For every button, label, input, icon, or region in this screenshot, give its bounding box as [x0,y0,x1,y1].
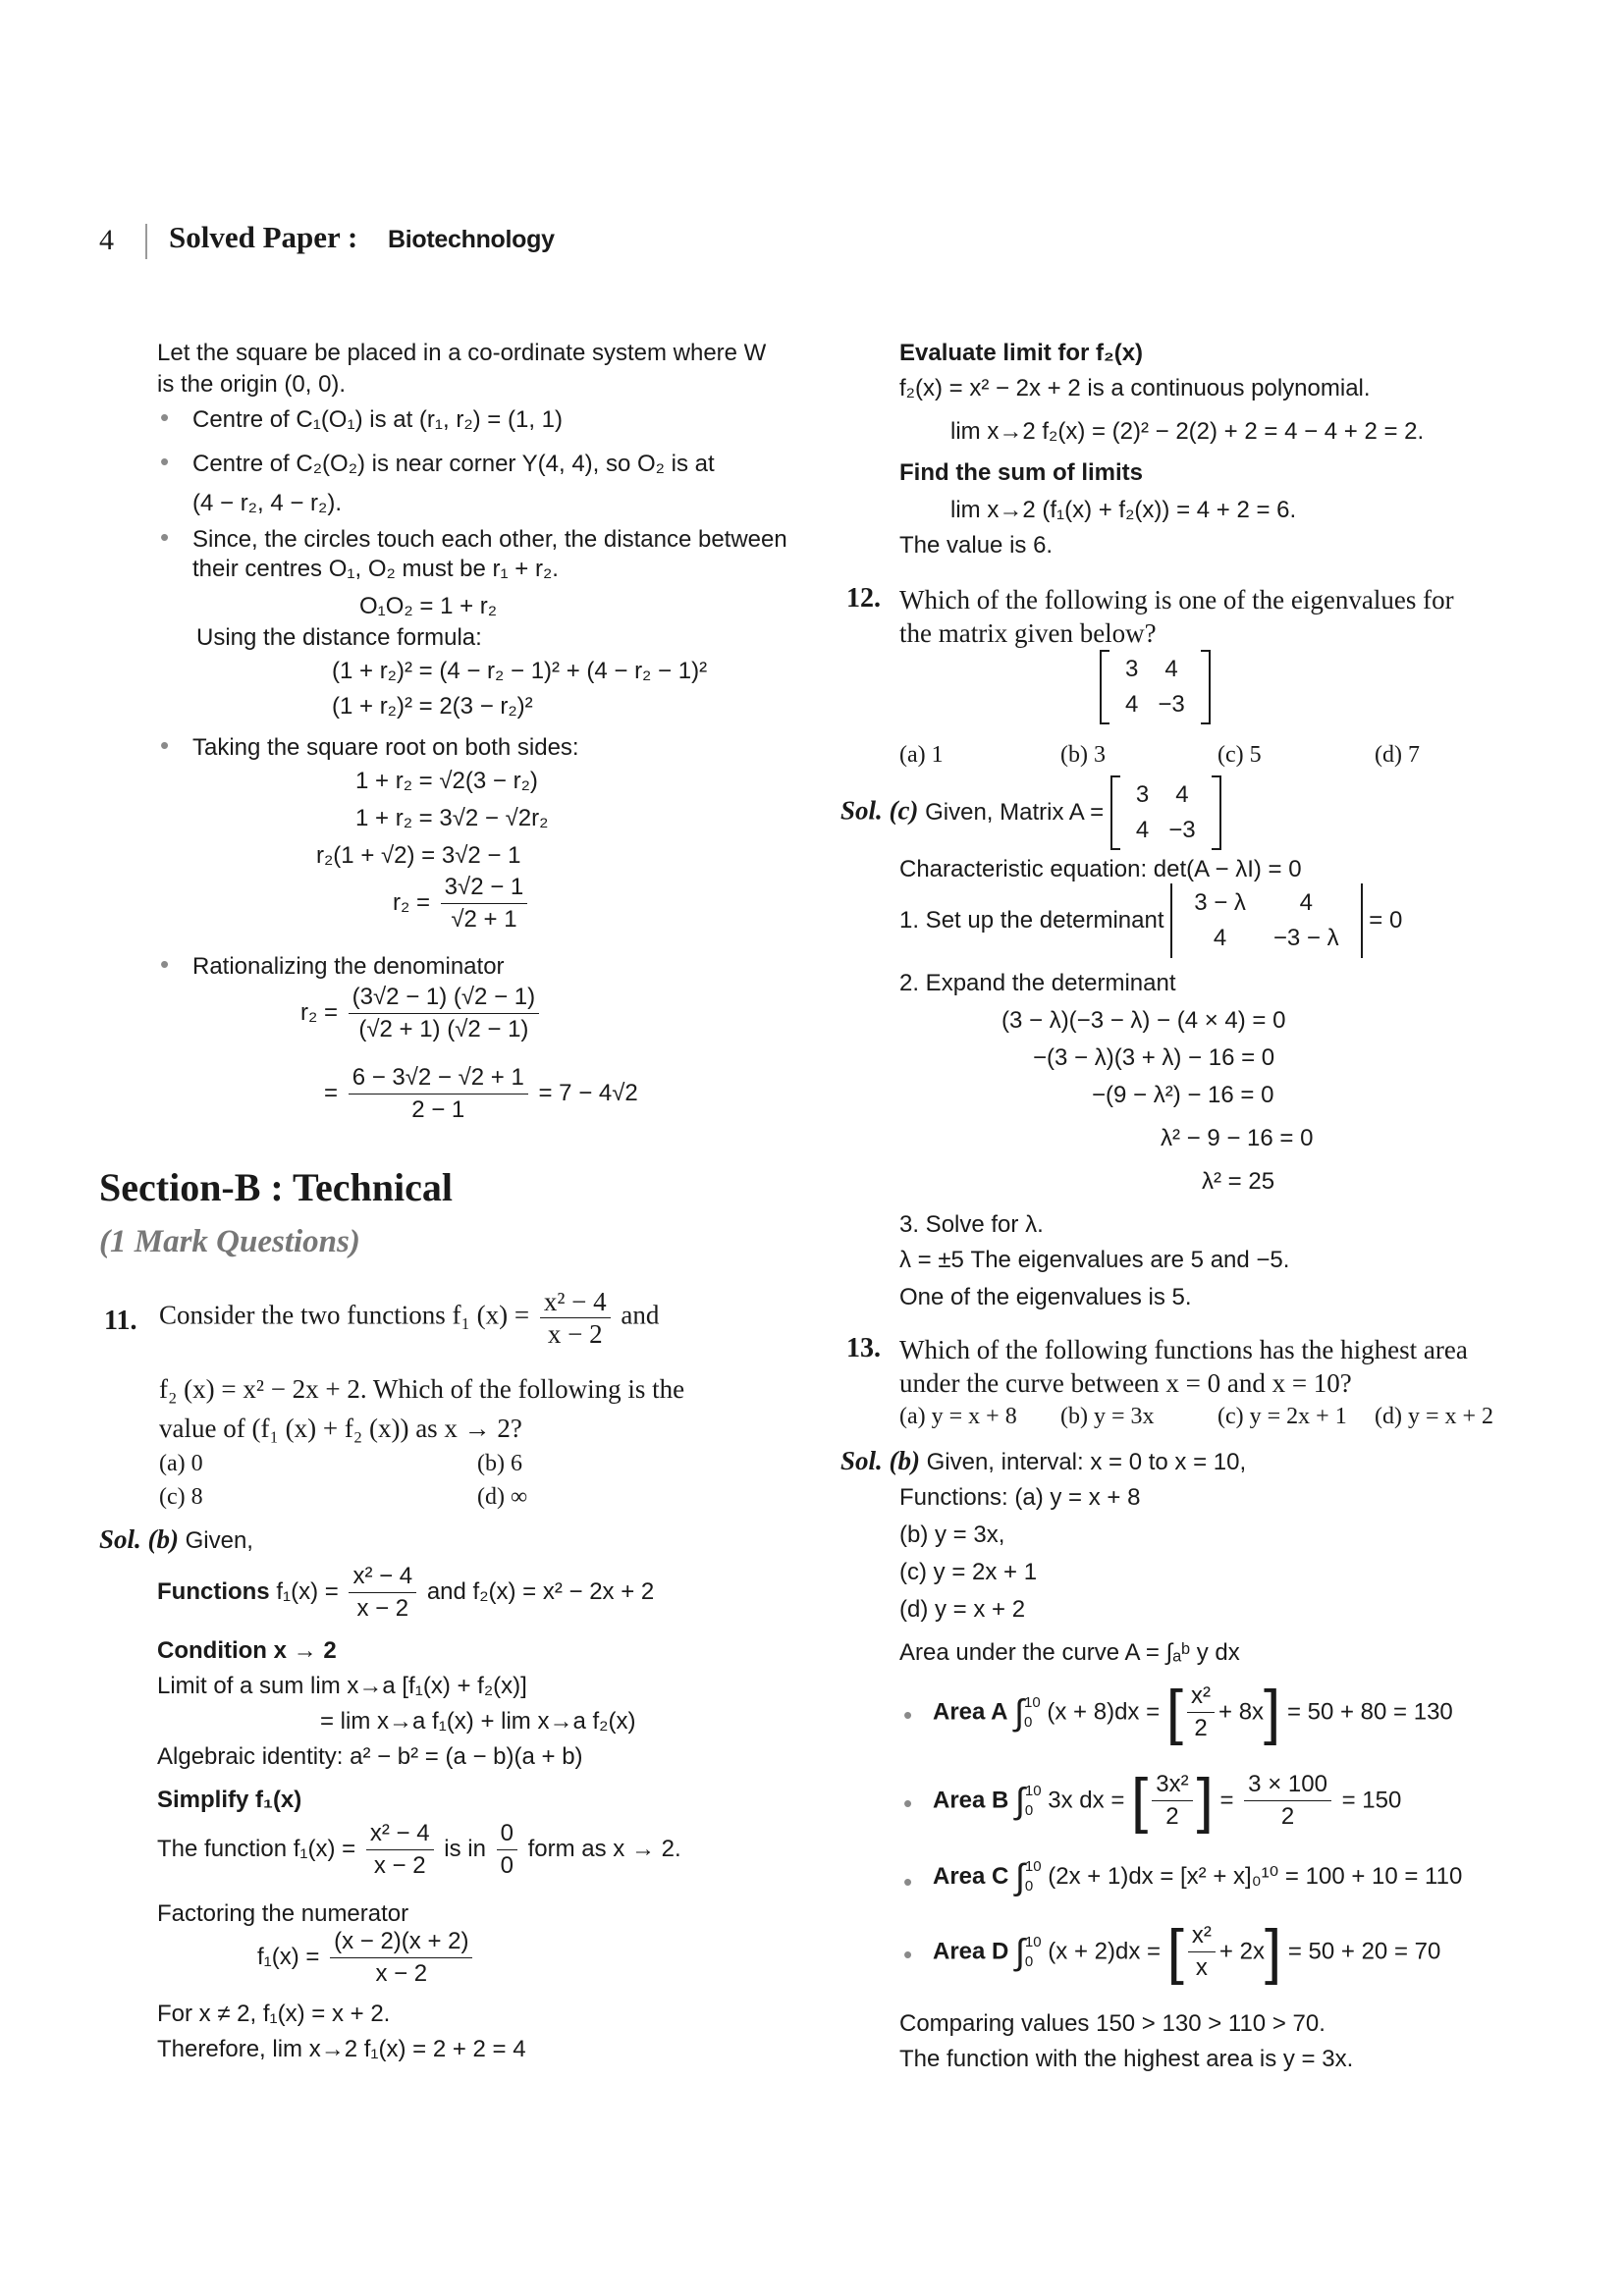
evaluate-line-1: f₂(x) = x² − 2x + 2 is a continuous polynomial. [899,375,1371,401]
question-11-line-1 [159,1286,659,1350]
equation-rationalize-2 [324,1062,638,1126]
bullet-icon: • [160,730,170,760]
bullet-icon: • [903,1940,913,1969]
intro-line-2: is the origin (0, 0). [157,371,347,398]
question-12-line-1: Which of the following is one of the eigenvalues for [899,585,1454,614]
evaluate-title: Evaluate limit for f₂(x) [899,340,1144,366]
fraction-numerator: x² [1188,1920,1216,1952]
option-a: (a) 1 [899,742,944,768]
fraction-numerator: 6 − 3√2 − √2 + 1 [349,1062,528,1095]
fraction-denominator: 2 − 1 [411,1096,465,1123]
expansion-3: −(9 − λ²) − 16 = 0 [1092,1082,1274,1108]
determinant-cell: 4 [1213,925,1227,951]
fraction-denominator: x − 2 [547,1319,603,1349]
bullet-centre-c1: Centre of C₁(O₁) is at (r₁, r₂) = (1, 1) [192,406,564,433]
lower-limit: 0 [1024,1713,1033,1731]
equation-o1o2: O₁O₂ = 1 + r₂ [359,593,498,619]
value-statement: The value is 6. [899,532,1054,559]
bullet-centre-c2-line-1: Centre of C₂(O₂) is near corner Y(4, 4), so O₂ is at [192,451,715,477]
solution-11-functions [157,1561,654,1625]
integrand: (x + 2)dx = [1048,1938,1161,1965]
matrix-cell: 3 [1125,656,1139,682]
option-c: (c) 5 [1217,742,1262,768]
area-a: Area A ∫ 10 0 (x + 8)dx = [ $\frac{\text{x²}}{2}$ + 8x] = 50 + 80 = 130 [933,1678,1453,1746]
upper-limit: 10 [1024,1693,1041,1711]
option-b: (b) 3 [1060,742,1106,768]
fraction [497,1818,517,1882]
equation-r2 [393,872,531,935]
equation-r2-lhs: r₂ = [393,888,430,916]
bullet-touch-line-2: their centres O₁, O₂ must be r₁ + r₂. [192,556,559,582]
solution-label: Sol. [99,1524,141,1554]
function-c: (c) y = 2x + 1 [899,1559,1038,1585]
lower-limit: 0 [1024,1878,1034,1895]
expand-step: 2. Expand the determinant [899,970,1176,996]
equation-lhs: r₂ = [300,998,338,1026]
conclusion-statement: The function with the highest area is y = 3x. [899,2046,1354,2072]
section-title: Section-B : Technical [99,1165,454,1209]
form-text: form as x → 2. [527,1835,681,1862]
upper-limit: 10 [1024,1933,1042,1950]
fraction-numerator: 0 [497,1818,517,1850]
sum-title: Find the sum of limits [899,459,1144,486]
area-b: Area B ∫ 10 0 3x dx = [ $\frac{\text{3x²}}{2}$ ] = $\frac{3 \times 100}{2}$ = 150 [933,1766,1402,1835]
fraction-numerator: 3 × 100 [1244,1769,1331,1801]
option-c: (c) y = 2x + 1 [1217,1404,1347,1429]
question-13-line-2: under the curve between x = 0 and x = 10? [899,1368,1352,1398]
fraction [441,872,528,935]
equation-sqrt-1: 1 + r₂ = √2(3 − r₂) [355,768,538,794]
equation-lhs: f₁(x) = [257,1943,320,1970]
matrix-cell: 4 [1175,781,1189,808]
option-c: (c) 8 [159,1484,203,1510]
integral-sign: ∫ [1015,1931,1025,1972]
evaluate-line-2: lim x→2 f₂(x) = (2)² − 2(2) + 2 = 4 − 4 + 2 = 2. [950,418,1425,445]
fraction-denominator: x − 2 [356,1595,409,1622]
condition: Condition x → 2 [157,1637,337,1664]
option-a: (a) 0 [159,1451,203,1476]
bullet-touch-line-1: Since, the circles touch each other, the distance between [192,526,787,553]
comparing-statement: Comparing values 150 > 130 > 110 > 70. [899,2010,1325,2037]
bullet-icon: • [903,1867,913,1896]
fraction-numerator: x² − 4 [540,1286,611,1318]
integral-sign: ∫ [1014,1691,1025,1733]
integral-tail: + 8x [1218,1698,1265,1726]
bullet-rationalize: Rationalizing the denominator [192,953,505,980]
fraction [540,1286,611,1350]
step-label: 1. Set up the determinant [899,907,1164,934]
area-label: Area C [933,1863,1009,1890]
expansion-2: −(3 − λ)(3 + λ) − 16 = 0 [1033,1044,1275,1071]
integrand: (2x + 1)dx = [x² + x]₀¹⁰ = 100 + 10 = 110 [1048,1863,1463,1890]
f1-lhs: f₁(x) = [276,1577,339,1605]
bullet-icon: • [160,447,170,476]
integral-sign: ∫ [1015,1780,1025,1821]
fraction-denominator: x − 2 [373,1852,426,1879]
expansion-1: (3 − λ)(−3 − λ) − (4 × 4) = 0 [1001,1007,1286,1034]
fraction [349,1062,528,1126]
fraction-numerator: (x − 2)(x + 2) [330,1926,472,1958]
fraction-denominator: (√2 + 1) (√2 − 1) [358,1016,529,1042]
solve-step: 3. Solve for λ. [899,1211,1044,1238]
fraction [1152,1769,1192,1833]
indeterminate-form [157,1818,681,1882]
solution-given: Given, interval: x = 0 to x = 10, [926,1449,1247,1475]
question-number: 13. [846,1333,881,1363]
area-definition: Area under the curve A = ∫ₐᵇ y dx [899,1639,1240,1666]
question-11-line-2: f₂ (x) = x² − 2x + 2. Which of the following is the [159,1374,685,1404]
page-number: 4 [99,224,114,256]
option-d: (d) ∞ [477,1484,528,1510]
fraction [1187,1681,1215,1744]
expansion-4: λ² − 9 − 16 = 0 [1161,1125,1314,1151]
equation-lhs: = [324,1079,339,1106]
fraction-numerator: x² − 4 [349,1561,416,1593]
area-d: Area D ∫ 10 0 (x + 2)dx = [ $\frac{\text{x²}}{x}$ + 2x] = 50 + 20 = 70 [933,1917,1441,1986]
fraction-denominator: 2 [1165,1803,1179,1830]
determinant-cell: 3 − λ [1194,889,1246,916]
solution-label: Sol. [840,1446,883,1475]
characteristic-equation: Characteristic equation: det(A − λI) = 0 [899,856,1302,882]
header-title: Solved Paper : [169,220,358,254]
matrix-cell: 4 [1164,656,1178,682]
bullet-centre-c2-line-2: (4 − r₂, 4 − r₂). [192,490,343,516]
lower-limit: 0 [1024,1801,1034,1819]
fraction [366,1818,434,1882]
distance-formula-label: Using the distance formula: [196,624,482,651]
area-result: = 50 + 20 = 70 [1287,1938,1441,1965]
fraction [1188,1920,1216,1984]
form-text: is in [444,1835,486,1862]
fraction-denominator: x [1195,1954,1208,1981]
area-result: = 150 [1341,1787,1402,1814]
therefore-statement: Therefore, lim x→2 f₁(x) = 2 + 2 = 4 [157,2036,526,2062]
determinant-cell: 4 [1299,889,1313,916]
question-12-matrix [1100,650,1211,724]
question-text: Consider the two functions f₁ (x) = [159,1300,530,1330]
header-subject: Biotechnology [388,226,555,253]
fraction-denominator: 0 [500,1852,514,1879]
bullet-icon: • [160,949,170,979]
fraction [349,982,539,1045]
function-a: Functions: (a) y = x + 8 [899,1484,1141,1511]
equation-distance-1: (1 + r₂)² = (4 − r₂ − 1)² + (4 − r₂ − 1)² [332,658,708,684]
integrand: (x + 8)dx = [1047,1698,1161,1726]
fraction-numerator: 3√2 − 1 [441,872,528,904]
question-text: and [621,1300,660,1330]
option-b: (b) 6 [477,1451,522,1476]
matrix [1100,650,1211,724]
equation-distance-2: (1 + r₂)² = 2(3 − r₂)² [332,693,533,720]
solve-result: λ = ±5 The eigenvalues are 5 and −5. [899,1247,1290,1273]
integral-sign: ∫ [1015,1856,1025,1896]
for-x-statement: For x ≠ 2, f₁(x) = x + 2. [157,2001,391,2027]
upper-limit: 10 [1024,1858,1042,1875]
solution-12-header [840,775,1221,850]
determinant-step [899,883,1402,958]
area-c [933,1857,1462,1896]
fraction [330,1926,472,1990]
equation-rationalize-1 [300,982,543,1045]
solution-answer: (c) [889,795,919,826]
option-a: (a) y = x + 8 [899,1404,1017,1429]
fraction-numerator: 3x² [1152,1769,1192,1801]
matrix-cell: −3 [1158,691,1185,718]
determinant-cell: −3 − λ [1272,925,1339,951]
fraction-numerator: x² [1187,1681,1215,1713]
solution-answer: (b) [147,1524,179,1554]
bullet-icon: • [903,1700,913,1730]
fraction-denominator: x − 2 [375,1960,428,1987]
fraction [349,1561,416,1625]
question-11-line-3: value of (f₁ (x) + f₂ (x)) as x → 2? [159,1414,522,1443]
question-13-line-1: Which of the following functions has the highest area [899,1335,1468,1364]
section-subtitle: (1 Mark Questions) [99,1224,360,1259]
fraction-denominator: 2 [1280,1803,1295,1830]
fraction-numerator: x² − 4 [366,1818,434,1850]
simplify-label: Simplify f₁(x) [157,1787,302,1813]
solution-label: Sol. [840,795,883,826]
fraction-denominator: 2 [1194,1715,1208,1741]
fraction [1244,1769,1331,1833]
bullet-square-root: Taking the square root on both sides: [192,734,579,761]
intro-line-1: Let the square be placed in a co-ordinate system where W [157,340,767,366]
sum-line-1: lim x→2 (f₁(x) + f₂(x)) = 4 + 2 = 6. [950,497,1297,523]
solution-11-header [99,1522,253,1559]
bullet-icon: • [160,522,170,552]
question-number: 12. [846,583,881,614]
option-b: (b) y = 3x [1060,1404,1155,1429]
integrand: 3x dx = [1048,1787,1125,1814]
lower-limit: 0 [1024,1952,1034,1970]
integral-tail: + 2x [1218,1938,1265,1965]
function-b: (b) y = 3x, [899,1522,1005,1548]
factoring-label: Factoring the numerator [157,1900,409,1927]
question-12-line-2: the matrix given below? [899,618,1157,648]
matrix [1110,775,1221,850]
matrix-cell: 4 [1135,817,1150,843]
matrix-cell: −3 [1168,817,1196,843]
solution-given: Given, [185,1527,253,1554]
area-label: Area A [933,1698,1008,1726]
header-divider [145,224,147,259]
equation-sqrt-3: r₂(1 + √2) = 3√2 − 1 [316,842,521,869]
determinant-rhs: = 0 [1369,907,1403,934]
limit-sum-2: = lim x→a f₁(x) + lim x→a f₂(x) [320,1708,636,1735]
algebraic-identity: Algebraic identity: a² − b² = (a − b)(a + b) [157,1743,583,1770]
function-d: (d) y = x + 2 [899,1596,1026,1623]
solution-given: Given, Matrix A = [925,799,1105,826]
form-text: The function f₁(x) = [157,1835,356,1862]
one-of-statement: One of the eigenvalues is 5. [899,1284,1192,1310]
solution-answer: (b) [889,1446,920,1475]
matrix-cell: 4 [1125,691,1139,718]
option-d: (d) y = x + 2 [1375,1404,1494,1429]
functions-label: Functions [157,1577,270,1605]
solution-13-header [840,1443,1246,1480]
equation-sqrt-2: 1 + r₂ = 3√2 − √2r₂ [355,805,549,831]
equation-rhs: = 7 − 4√2 [538,1079,638,1106]
matrix-cell: 3 [1135,781,1150,808]
expansion-5: λ² = 25 [1202,1168,1275,1195]
area-label: Area D [933,1938,1009,1965]
f2-definition: and f₂(x) = x² − 2x + 2 [426,1577,655,1605]
upper-limit: 10 [1024,1782,1042,1799]
area-result: = 50 + 80 = 130 [1286,1698,1453,1726]
factored-equation [257,1926,476,1990]
bullet-icon: • [903,1789,913,1818]
fraction-denominator: √2 + 1 [451,906,517,933]
bullet-icon: • [160,402,170,432]
limit-sum-1: Limit of a sum lim x→a [f₁(x) + f₂(x)] [157,1673,527,1699]
fraction-numerator: (3√2 − 1) (√2 − 1) [349,982,539,1014]
determinant [1170,883,1362,958]
option-d: (d) 7 [1375,742,1420,768]
question-number: 11. [104,1306,137,1336]
area-label: Area B [933,1787,1009,1814]
